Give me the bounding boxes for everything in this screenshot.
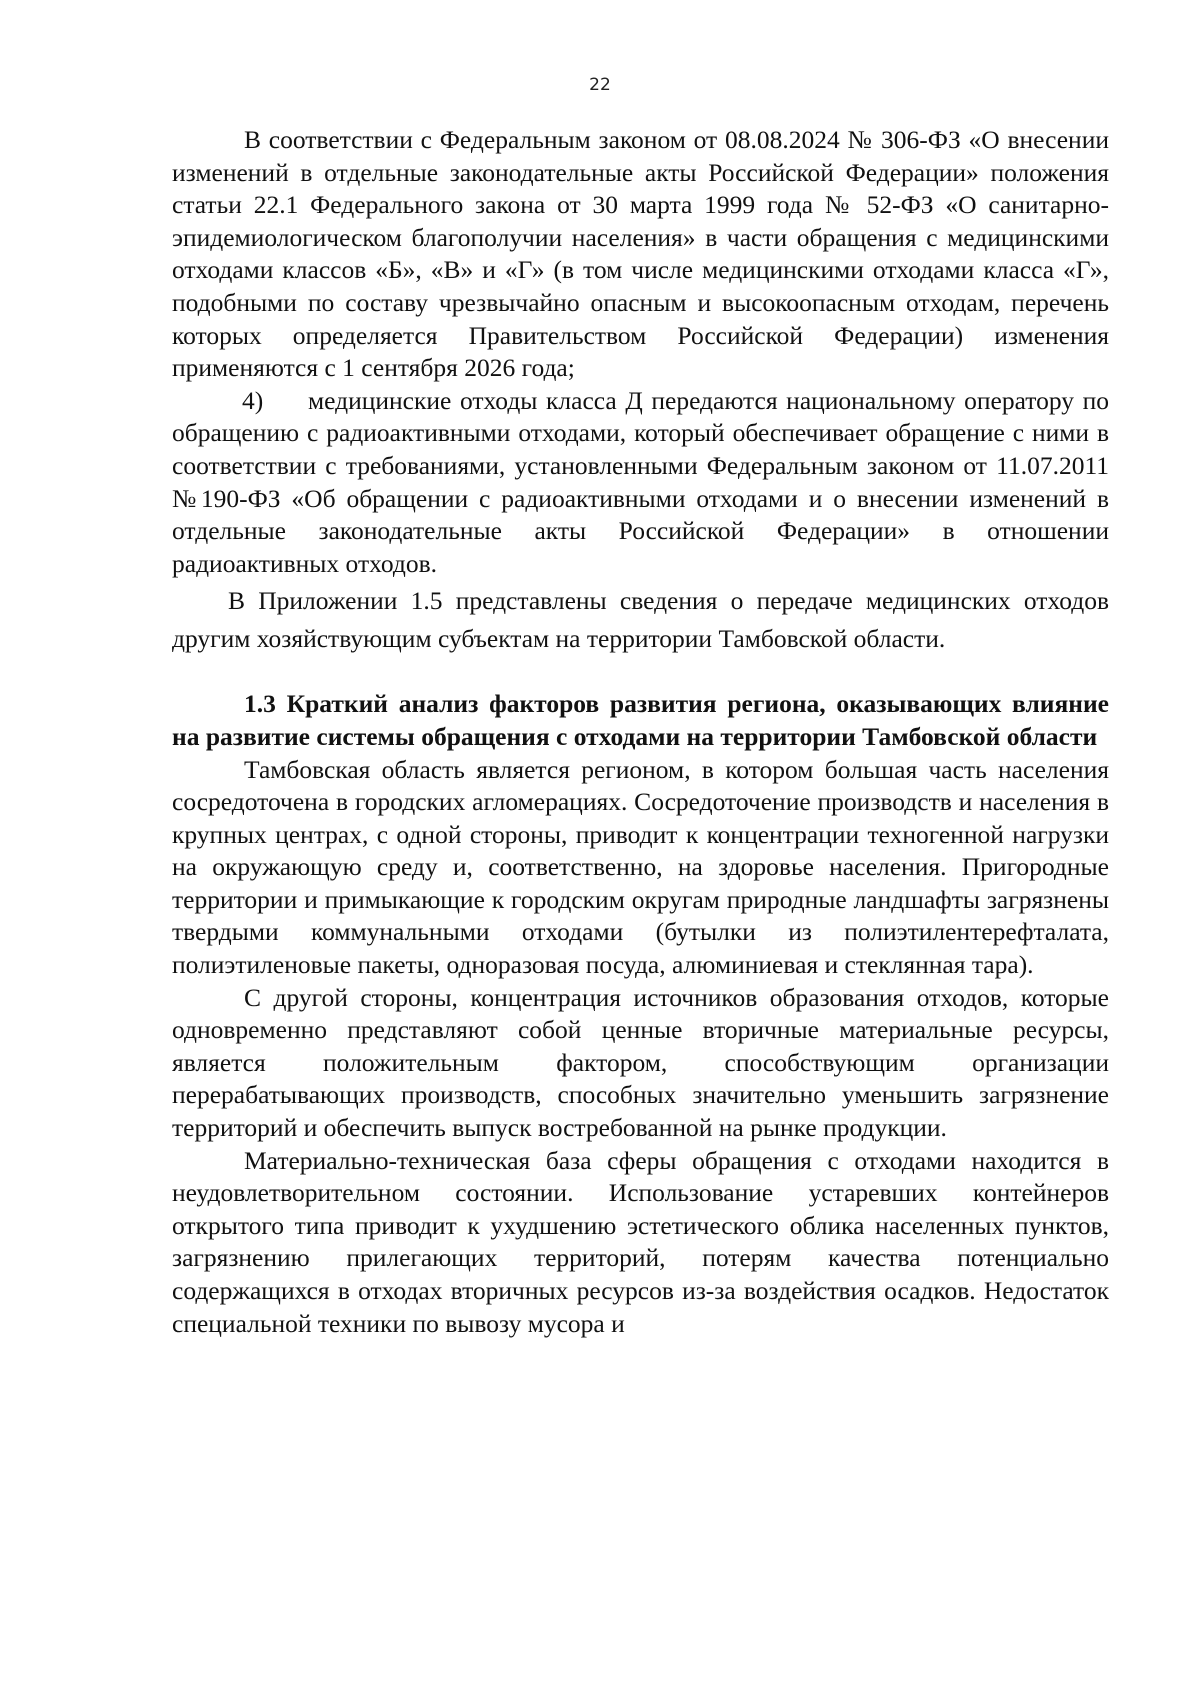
section-heading-1-3: 1.3 Краткий анализ факторов развития региона, оказывающих влияние на развитие системы обращения с отходами на территории Тамбовской области xyxy=(172,689,1109,751)
page-number: 22 xyxy=(589,75,611,95)
list-item-text: медицинские отходы класса Д передаются национальному оператору по обращению с радиоактивными отходами, который обеспечивает обращение с ними в соответствии с требованиями, установленными Федеральным законом от 11.07.2011 №190-ФЗ «Об обращении с радиоактивными отходами и о внесении изменений в отдельные законодательные акты Российской Федерации» в отношении радиоактивных отходов. xyxy=(172,385,1116,578)
paragraph-appendix-1-5: В Приложении 1.5 представлены сведения о передаче медицинских отходов другим хозяйствующим субъектам на территории Тамбовской области. xyxy=(172,586,1109,653)
paragraph-federal-law-306: В соответствии с Федеральным законом от 08.08.2024 № 306-ФЗ «О внесении изменений в отдельные законодательные акты Российской Федерации» положения статьи 22.1 Федерального закона от 30 марта 1999 года № 52-ФЗ «О санитарно-эпидемиологическом благополучии населения» в части обращения с медицинскими отходами классов «Б», «В» и «Г» (в том числе медицинскими отходами класса «Г», подобными по составу чрезвычайно опасным и высокоопасным отходам, перечень которых определяется Правительством Российской Федерации) изменения применяются с 1 сентября 2026 года; xyxy=(172,125,1109,383)
paragraph-secondary-resources: С другой стороны, концентрация источников образования отходов, которые одновременно представляют собой ценные вторичные материальные ресурсы, является положительным фактором, способствующим организации перерабатывающих производств, способных значительно уменьшить загрязнение территорий и обеспечить выпуск востребованной на рынке продукции. xyxy=(172,982,1109,1143)
paragraph-region-agglomerations: Тамбовская область является регионом, в котором большая часть населения сосредоточена в городских агломерациях. Сосредоточение производств и населения в крупных центрах, с одной стороны, приводит к концентрации техногенной нагрузки на окружающую среду и, соответственно, на здоровье населения. Пригородные территории и примыкающие к городским округам природные ландшафты загрязнены твердыми коммунальными отходами (бутылки из полиэтилентерефталата, полиэтиленовые пакеты, одноразовая посуда, алюминиевая и стеклянная тара). xyxy=(172,754,1109,980)
document-body xyxy=(172,124,1116,1340)
list-item-4 xyxy=(172,385,1116,581)
list-item-number: 4) xyxy=(242,385,264,415)
paragraph-material-base: Материально-техническая база сферы обращения с отходами находится в неудовлетворительном состоянии. Использование устаревших контейнеров открытого типа приводит к ухудшению эстетического облика населенных пунктов, загрязнению прилегающих территорий, потерям качества потенциально содержащихся в отходах вторичных ресурсов из-за воздействия осадков. Недостаток специальной техники по вывозу мусора и xyxy=(172,1145,1109,1338)
